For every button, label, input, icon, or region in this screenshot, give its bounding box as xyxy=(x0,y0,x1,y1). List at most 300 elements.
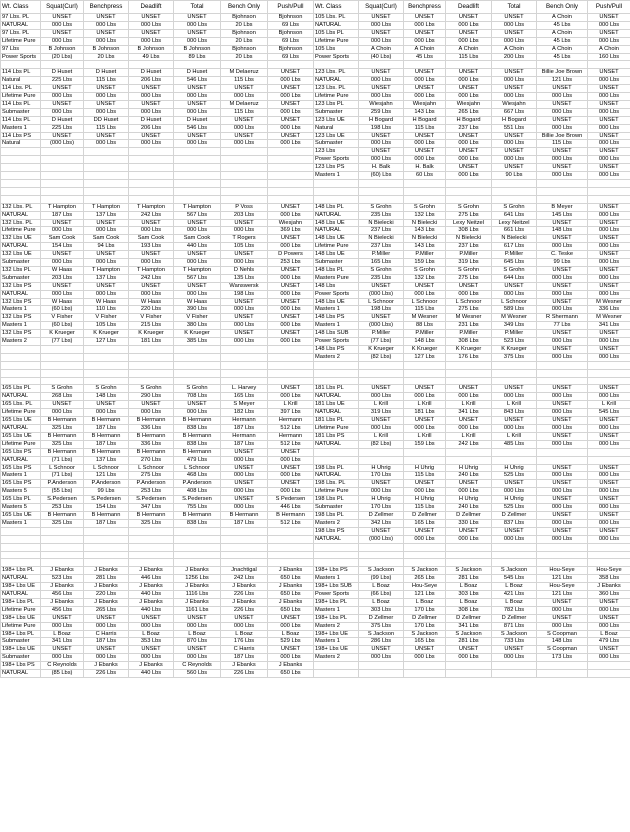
cell-right-squat: 170 Lbs xyxy=(359,504,404,512)
cell-left-bench-only: 000 Lbs xyxy=(221,338,268,346)
cell-right-total: 90 Lbs xyxy=(492,172,537,180)
cell-left-benchpress: DD Huset xyxy=(84,116,129,124)
cell-left-total: J Ebanks xyxy=(174,567,221,575)
cell-left-bench-only: UNSET xyxy=(221,132,268,140)
cell-left-weight-class: Masters 1 xyxy=(1,306,41,314)
cell-right-total: S Jackson xyxy=(492,630,537,638)
cell-right-weight-class xyxy=(314,361,359,369)
cell-right-weight-class: Lifetime Pure xyxy=(314,425,359,433)
cell-left-weight-class: Masters 1 xyxy=(1,472,41,480)
cell-left-deadlift xyxy=(129,180,174,188)
cell-left-total: D Huset xyxy=(174,69,221,77)
cell-left-push-pull: J Ebanks xyxy=(268,598,314,606)
cell-right-bench-only: 000 Lbs xyxy=(537,622,588,630)
cell-right-push-pull: UNSET xyxy=(588,148,630,156)
cell-left-deadlift: L Schnoor xyxy=(129,464,174,472)
record-row xyxy=(1,425,630,433)
cell-left-total xyxy=(174,551,221,559)
cell-right-squat: 198 Lbs xyxy=(359,306,404,314)
cell-right-deadlift: 341 Lbs xyxy=(446,409,492,417)
cell-left-bench-only: UNSET xyxy=(221,85,268,93)
cell-right-total: UNSET xyxy=(492,417,537,425)
cell-left-weight-class: 165 Lbs. PL xyxy=(1,401,41,409)
cell-right-benchpress xyxy=(404,670,446,678)
cell-left-benchpress: B Johnson xyxy=(84,45,129,53)
cell-left-weight-class: 132 Lbs PS xyxy=(1,282,41,290)
cell-right-squat: S Grohn xyxy=(359,203,404,211)
cell-left-deadlift: UNSET xyxy=(129,282,174,290)
cell-right-squat xyxy=(359,456,404,464)
cell-left-total: 708 Lbs xyxy=(174,393,221,401)
record-row xyxy=(1,630,630,638)
cell-left-deadlift xyxy=(129,164,174,172)
cell-right-push-pull: UNSET xyxy=(588,116,630,124)
cell-right-bench-only xyxy=(537,369,588,377)
cell-left-deadlift: 290 Lbs xyxy=(129,393,174,401)
record-row xyxy=(1,227,630,235)
cell-right-total: H Uhrig xyxy=(492,464,537,472)
cell-right-total: 000 Lbs xyxy=(492,393,537,401)
cell-right-squat: (000 Lbs) xyxy=(359,535,404,543)
cell-right-squat xyxy=(359,377,404,385)
cell-left-push-pull: UNSET xyxy=(268,85,314,93)
cell-right-benchpress: 000 Lbs xyxy=(404,488,446,496)
cell-right-benchpress: 000 Lbs xyxy=(404,37,446,45)
cell-left-squat: S.Pedersen xyxy=(41,496,84,504)
record-row xyxy=(1,37,630,45)
record-row xyxy=(1,322,630,330)
cell-right-benchpress: L Krill xyxy=(404,432,446,440)
cell-left-deadlift: B Hermann xyxy=(129,448,174,456)
cell-right-total: 589 Lbs xyxy=(492,306,537,314)
cell-right-deadlift: 000 Lbs xyxy=(446,488,492,496)
cell-left-bench-only: 198 Lbs xyxy=(221,290,268,298)
cell-left-bench-only: Jnachtigal xyxy=(221,567,268,575)
cell-right-squat: 303 Lbs xyxy=(359,606,404,614)
cell-left-bench-only: 000 Lbs xyxy=(221,322,268,330)
cell-right-push-pull: 479 Lbs xyxy=(588,638,630,646)
cell-right-push-pull: 000 Lbs xyxy=(588,622,630,630)
cell-right-squat: 235 Lbs xyxy=(359,211,404,219)
cell-left-push-pull: 512 Lbs xyxy=(268,519,314,527)
cell-right-benchpress: 115 Lbs xyxy=(404,504,446,512)
cell-right-bench-only: UNSET xyxy=(537,464,588,472)
cell-right-deadlift: 237 Lbs xyxy=(446,243,492,251)
cell-left-weight-class: 97 Lbs. PL xyxy=(1,14,41,22)
cell-left-bench-only: P Voss xyxy=(221,203,268,211)
header-bench-only: Bench Only xyxy=(221,1,268,14)
cell-left-deadlift: 446 Lbs xyxy=(129,575,174,583)
cell-left-weight-class: 132 Lbs PS xyxy=(1,330,41,338)
cell-right-squat: UNSET xyxy=(359,417,404,425)
cell-left-total: J Ebanks xyxy=(174,598,221,606)
cell-right-total: 000 Lbs xyxy=(492,140,537,148)
cell-right-push-pull: 000 Lbs xyxy=(588,338,630,346)
cell-left-bench-only: 187 Lbs xyxy=(221,654,268,662)
cell-right-deadlift: 242 Lbs xyxy=(446,440,492,448)
cell-right-push-pull: 000 Lbs xyxy=(588,227,630,235)
cell-left-total: T Hampton xyxy=(174,203,221,211)
header-row xyxy=(1,1,630,14)
cell-right-deadlift: D Zellmer xyxy=(446,511,492,519)
record-row xyxy=(1,346,630,354)
cell-left-benchpress: 127 Lbs xyxy=(84,338,129,346)
cell-left-deadlift: UNSET xyxy=(129,251,174,259)
cell-left-total: 000 Lbs xyxy=(174,654,221,662)
cell-right-total: D Zellmer xyxy=(492,511,537,519)
cell-right-weight-class xyxy=(314,180,359,188)
cell-left-squat: 000 Lbs xyxy=(41,259,84,267)
cell-right-squat: 000 Lbs xyxy=(359,77,404,85)
cell-right-total: S Grohn xyxy=(492,203,537,211)
cell-left-push-pull: 000 Lbs xyxy=(268,243,314,251)
cell-left-benchpress: 115 Lbs xyxy=(84,77,129,85)
cell-left-benchpress: 265 Lbs xyxy=(84,606,129,614)
cell-left-bench-only: 000 Lbs xyxy=(221,227,268,235)
cell-left-push-pull: UNSET xyxy=(268,464,314,472)
cell-left-benchpress: 115 Lbs xyxy=(84,124,129,132)
cell-right-push-pull: UNSET xyxy=(588,266,630,274)
cell-left-squat: W Haas xyxy=(41,298,84,306)
cell-right-benchpress: 127 Lbs xyxy=(404,353,446,361)
cell-left-total: UNSET xyxy=(174,646,221,654)
cell-left-squat: 000 Lbs xyxy=(41,290,84,298)
cell-left-total: UNSET xyxy=(174,85,221,93)
cell-right-deadlift: L Krill xyxy=(446,401,492,409)
cell-left-benchpress: J Ebanks xyxy=(84,567,129,575)
record-row xyxy=(1,132,630,140)
cell-left-squat: UNSET xyxy=(41,29,84,37)
cell-right-total: UNSET xyxy=(492,85,537,93)
cell-left-push-pull: 446 Lbs xyxy=(268,504,314,512)
cell-left-push-pull: J Ebanks xyxy=(268,662,314,670)
cell-right-weight-class: Power Sports xyxy=(314,591,359,599)
cell-right-bench-only: UNSET xyxy=(537,346,588,354)
cell-left-total: 000 Lbs xyxy=(174,622,221,630)
cell-left-squat: Sam Cook xyxy=(41,235,84,243)
cell-right-benchpress: S Jackson xyxy=(404,630,446,638)
cell-right-total xyxy=(492,195,537,203)
cell-right-bench-only: 000 Lbs xyxy=(537,425,588,433)
cell-right-squat: UNSET xyxy=(359,527,404,535)
cell-right-benchpress: H Uhrig xyxy=(404,496,446,504)
cell-right-weight-class: 198 Lbs PL xyxy=(314,464,359,472)
cell-right-push-pull: 336 Lbs xyxy=(588,306,630,314)
cell-right-total: P.Miller xyxy=(492,330,537,338)
cell-left-deadlift: D Huset xyxy=(129,69,174,77)
cell-left-bench-only: Bjohnson xyxy=(221,14,268,22)
cell-left-squat: (71 Lbs) xyxy=(41,472,84,480)
record-row xyxy=(1,93,630,101)
cell-left-total: 000 Lbs xyxy=(174,290,221,298)
cell-right-push-pull: 000 Lbs xyxy=(588,93,630,101)
cell-left-push-pull: 000 Lbs xyxy=(268,306,314,314)
cell-right-bench-only: 000 Lbs xyxy=(537,409,588,417)
record-row xyxy=(1,156,630,164)
cell-left-squat: J Ebanks xyxy=(41,567,84,575)
cell-right-benchpress: 60 Lbs xyxy=(404,172,446,180)
record-row xyxy=(1,464,630,472)
cell-left-squat: 456 Lbs xyxy=(41,606,84,614)
cell-right-push-pull: UNSET xyxy=(588,282,630,290)
cell-right-deadlift: UNSET xyxy=(446,385,492,393)
cell-left-deadlift: S Grohn xyxy=(129,385,174,393)
cell-right-squat xyxy=(359,361,404,369)
cell-right-push-pull: UNSET xyxy=(588,646,630,654)
cell-right-weight-class: Submaster xyxy=(314,259,359,267)
cell-right-push-pull: UNSET xyxy=(588,346,630,354)
cell-left-squat xyxy=(41,353,84,361)
cell-left-squat: C Reynolds xyxy=(41,662,84,670)
cell-right-benchpress: 000 Lbs xyxy=(404,290,446,298)
cell-right-benchpress: 132 Lbs xyxy=(404,274,446,282)
cell-left-bench-only: 115 Lbs xyxy=(221,108,268,116)
cell-right-squat: 165 Lbs xyxy=(359,259,404,267)
cell-left-squat: 000 Lbs xyxy=(41,21,84,29)
cell-left-squat: (55 Lbs) xyxy=(41,488,84,496)
cell-left-total: 567 Lbs xyxy=(174,211,221,219)
cell-right-deadlift: 281 Lbs xyxy=(446,638,492,646)
cell-right-weight-class: 123 Lbs xyxy=(314,148,359,156)
cell-right-squat: (99 Lbs) xyxy=(359,575,404,583)
cell-right-benchpress: S Jackson xyxy=(404,567,446,575)
cell-left-bench-only: 242 Lbs xyxy=(221,575,268,583)
cell-right-bench-only: 000 Lbs xyxy=(537,274,588,282)
cell-right-squat xyxy=(359,61,404,69)
cell-right-push-pull: 341 Lbs xyxy=(588,322,630,330)
cell-left-benchpress: 000 Lbs xyxy=(84,37,129,45)
record-row xyxy=(1,591,630,599)
cell-right-push-pull: 000 Lbs xyxy=(588,488,630,496)
cell-left-bench-only xyxy=(221,164,268,172)
cell-right-push-pull: 000 Lbs xyxy=(588,37,630,45)
cell-right-squat xyxy=(359,187,404,195)
cell-left-push-pull xyxy=(268,187,314,195)
cell-right-squat: UNSET xyxy=(359,646,404,654)
cell-right-total xyxy=(492,559,537,567)
cell-left-benchpress xyxy=(84,187,129,195)
cell-right-push-pull xyxy=(588,543,630,551)
cell-left-bench-only: L Boaz xyxy=(221,630,268,638)
cell-left-total: 000 Lbs xyxy=(174,409,221,417)
cell-left-squat: 203 Lbs xyxy=(41,274,84,282)
cell-right-bench-only: 000 Lbs xyxy=(537,108,588,116)
cell-right-squat: UNSET xyxy=(359,480,404,488)
cell-left-bench-only: 000 Lbs xyxy=(221,488,268,496)
cell-left-bench-only xyxy=(221,187,268,195)
cell-right-total: Wiesjahn xyxy=(492,100,537,108)
cell-left-deadlift: V Fisher xyxy=(129,314,174,322)
cell-left-benchpress xyxy=(84,551,129,559)
cell-left-push-pull: 000 Lbs xyxy=(268,456,314,464)
cell-left-push-pull: 000 Lbs xyxy=(268,654,314,662)
cell-left-weight-class xyxy=(1,361,41,369)
cell-left-weight-class xyxy=(1,535,41,543)
record-row xyxy=(1,401,630,409)
cell-right-benchpress: 143 Lbs xyxy=(404,227,446,235)
cell-left-deadlift: D Huset xyxy=(129,116,174,124)
cell-right-deadlift: Lexy Neitzel xyxy=(446,219,492,227)
cell-right-squat: (000 Lbs) xyxy=(359,290,404,298)
cell-right-deadlift: 240 Lbs xyxy=(446,472,492,480)
cell-right-deadlift: Wiesjahn xyxy=(446,100,492,108)
cell-left-push-pull xyxy=(268,148,314,156)
cell-left-benchpress xyxy=(84,369,129,377)
cell-right-squat xyxy=(359,448,404,456)
record-row xyxy=(1,369,630,377)
cell-left-weight-class xyxy=(1,369,41,377)
cell-right-benchpress: UNSET xyxy=(404,85,446,93)
cell-left-bench-only: 000 Lbs xyxy=(221,622,268,630)
cell-left-benchpress: 000 Lbs xyxy=(84,140,129,148)
cell-left-push-pull: 69 Lbs xyxy=(268,53,314,61)
cell-right-benchpress: L Boaz xyxy=(404,598,446,606)
cell-right-bench-only: 000 Lbs xyxy=(537,535,588,543)
cell-left-bench-only: 187 Lbs xyxy=(221,440,268,448)
cell-right-deadlift: L Boaz xyxy=(446,598,492,606)
cell-right-push-pull xyxy=(588,361,630,369)
cell-left-squat: UNSET xyxy=(41,614,84,622)
cell-right-deadlift: P.Miller xyxy=(446,251,492,259)
cell-right-weight-class: NATURAL xyxy=(314,21,359,29)
cell-right-bench-only xyxy=(537,456,588,464)
cell-left-total: C Reynolds xyxy=(174,662,221,670)
cell-right-squat: L Krill xyxy=(359,432,404,440)
cell-right-bench-only xyxy=(537,195,588,203)
cell-left-squat xyxy=(41,164,84,172)
cell-right-total: 349 Lbs xyxy=(492,322,537,330)
cell-right-total: P.Miller xyxy=(492,251,537,259)
cell-right-total: UNSET xyxy=(492,69,537,77)
cell-right-deadlift xyxy=(446,180,492,188)
cell-right-bench-only xyxy=(537,187,588,195)
cell-right-benchpress: 265 Lbs xyxy=(404,575,446,583)
cell-right-bench-only: 000 Lbs xyxy=(537,440,588,448)
record-row xyxy=(1,148,630,156)
cell-right-total: 525 Lbs xyxy=(492,472,537,480)
cell-right-bench-only xyxy=(537,448,588,456)
cell-right-deadlift: UNSET xyxy=(446,29,492,37)
cell-left-total: T Hampton xyxy=(174,266,221,274)
cell-left-push-pull: UNSET xyxy=(268,69,314,77)
cell-right-weight-class: 198+ Lbs UE xyxy=(314,630,359,638)
record-row xyxy=(1,480,630,488)
cell-right-bench-only: UNSET xyxy=(537,100,588,108)
cell-left-squat: UNSET xyxy=(41,401,84,409)
cell-right-push-pull: UNSET xyxy=(588,164,630,172)
cell-right-push-pull: A Choin xyxy=(588,45,630,53)
cell-left-bench-only: UNSET xyxy=(221,496,268,504)
cell-left-weight-class: 97 Lbs xyxy=(1,45,41,53)
cell-left-weight-class: Submaster xyxy=(1,654,41,662)
cell-right-total: 661 Lbs xyxy=(492,227,537,235)
cell-left-total xyxy=(174,353,221,361)
cell-left-benchpress: 000 Lbs xyxy=(84,93,129,101)
cell-right-total xyxy=(492,670,537,678)
cell-left-squat xyxy=(41,377,84,385)
cell-left-total: B Hermann xyxy=(174,432,221,440)
cell-right-weight-class: 123 Lbs PL xyxy=(314,100,359,108)
cell-right-squat: 000 Lbs xyxy=(359,654,404,662)
cell-left-benchpress: 187 Lbs xyxy=(84,440,129,448)
record-row xyxy=(1,330,630,338)
cell-right-weight-class: 198+ Lbs SUB xyxy=(314,583,359,591)
record-row xyxy=(1,662,630,670)
record-row xyxy=(1,654,630,662)
cell-left-weight-class xyxy=(1,527,41,535)
cell-left-push-pull xyxy=(268,551,314,559)
cell-right-deadlift: S Grohn xyxy=(446,266,492,274)
cell-left-benchpress: 000 Lbs xyxy=(84,290,129,298)
cell-right-squat xyxy=(359,180,404,188)
cell-right-push-pull: 000 Lbs xyxy=(588,519,630,527)
cell-left-benchpress xyxy=(84,527,129,535)
cell-right-benchpress xyxy=(404,180,446,188)
cell-left-squat xyxy=(41,559,84,567)
cell-right-push-pull: UNSET xyxy=(588,385,630,393)
cell-right-deadlift: 115 Lbs xyxy=(446,53,492,61)
cell-left-benchpress: UNSET xyxy=(84,132,129,140)
cell-left-deadlift xyxy=(129,148,174,156)
cell-right-squat: H Bogard xyxy=(359,116,404,124)
cell-left-deadlift: 336 Lbs xyxy=(129,425,174,433)
cell-right-squat: P.Miller xyxy=(359,251,404,259)
record-row xyxy=(1,393,630,401)
cell-right-squat: 198 Lbs xyxy=(359,124,404,132)
cell-right-bench-only: UNSET xyxy=(537,330,588,338)
cell-right-total: L Krill xyxy=(492,401,537,409)
cell-right-push-pull: 000 Lbs xyxy=(588,353,630,361)
cell-right-push-pull: UNSET xyxy=(588,464,630,472)
cell-left-benchpress: B Hermann xyxy=(84,448,129,456)
cell-right-push-pull: 000 Lbs xyxy=(588,211,630,219)
cell-left-benchpress: UNSET xyxy=(84,251,129,259)
cell-right-weight-class: Masters 1 xyxy=(314,306,359,314)
cell-left-bench-only: 20 Lbs xyxy=(221,21,268,29)
cell-right-deadlift: UNSET xyxy=(446,14,492,22)
cell-left-weight-class: 132 Lbs PL xyxy=(1,266,41,274)
cell-right-weight-class: 198+ Lbs PL xyxy=(314,614,359,622)
cell-right-deadlift: 308 Lbs xyxy=(446,338,492,346)
cell-left-bench-only: 165 Lbs xyxy=(221,393,268,401)
cell-right-push-pull xyxy=(588,369,630,377)
cell-left-weight-class: 198+ Lbs PS xyxy=(1,662,41,670)
cell-right-benchpress xyxy=(404,195,446,203)
cell-left-squat: 456 Lbs xyxy=(41,591,84,599)
cell-left-weight-class xyxy=(1,377,41,385)
cell-right-bench-only: Hou-Seye xyxy=(537,583,588,591)
cell-left-total: B Hermann xyxy=(174,448,221,456)
cell-left-squat: B Hermann xyxy=(41,448,84,456)
cell-left-push-pull: Bjohnson xyxy=(268,29,314,37)
cell-left-total: 440 Lbs xyxy=(174,243,221,251)
cell-right-deadlift xyxy=(446,662,492,670)
record-row xyxy=(1,164,630,172)
cell-right-deadlift: UNSET xyxy=(446,69,492,77)
cell-left-total: S Grohn xyxy=(174,385,221,393)
cell-right-total: UNSET xyxy=(492,29,537,37)
cell-left-benchpress: 000 Lbs xyxy=(84,409,129,417)
cell-left-squat: (60 Lbs) xyxy=(41,322,84,330)
cell-right-total: S Jackson xyxy=(492,567,537,575)
cell-right-push-pull: 000 Lbs xyxy=(588,124,630,132)
cell-right-push-pull xyxy=(588,61,630,69)
cell-right-squat: (82 Lbs) xyxy=(359,440,404,448)
cell-right-weight-class: 181 Lbs PS xyxy=(314,432,359,440)
cell-left-total: 000 Lbs xyxy=(174,108,221,116)
cell-left-total: 000 Lbs xyxy=(174,259,221,267)
cell-right-total: 000 Lbs xyxy=(492,654,537,662)
